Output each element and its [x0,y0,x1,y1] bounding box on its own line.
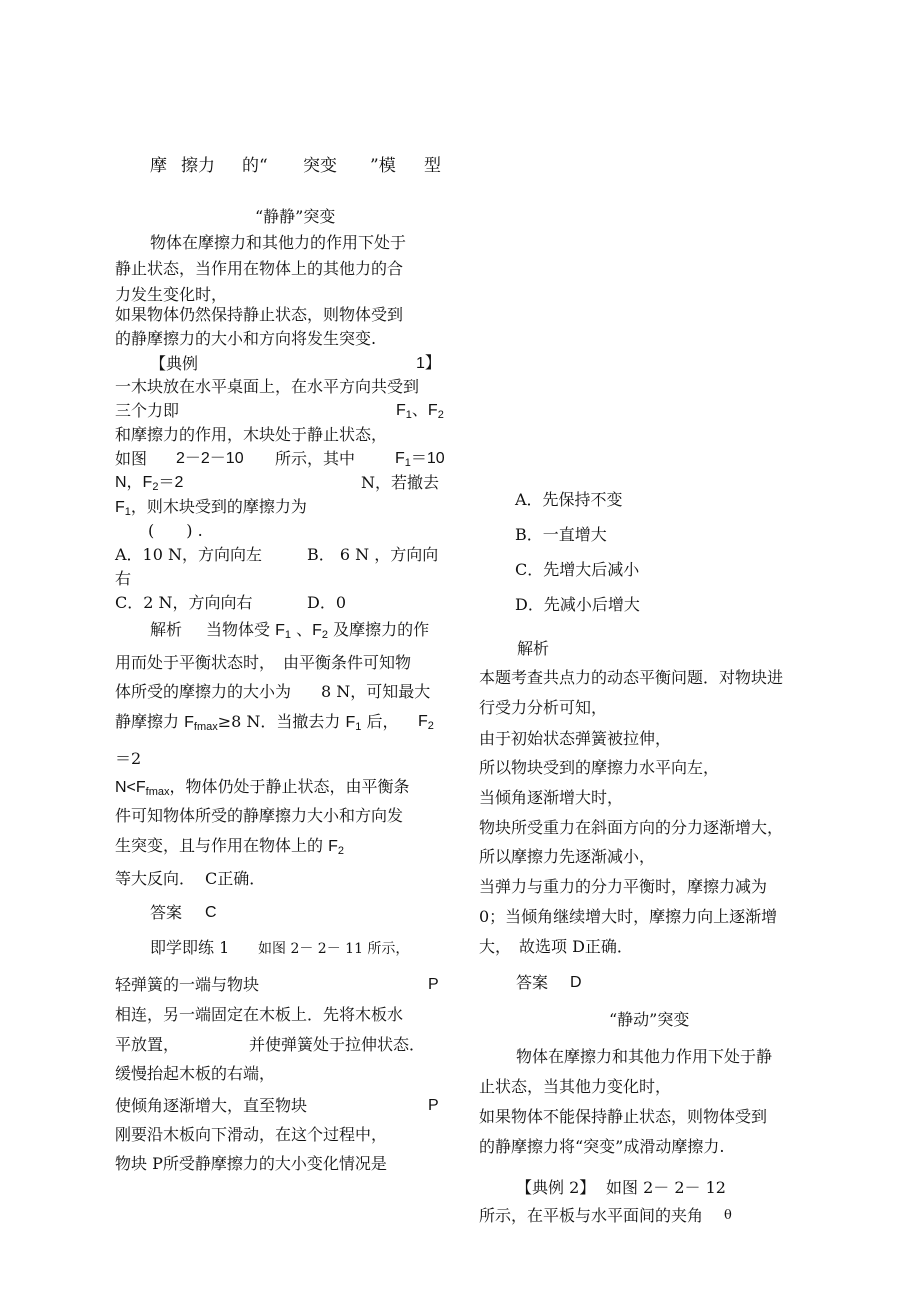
analysis2-line-6: 物块所受重力在斜面方向的分力逐渐增大， [479,818,784,837]
analysis2-line-3: 由于初始状态弹簧被拉伸， [479,729,672,748]
practice-option-c: C．先增大后减小 [515,560,640,579]
example2-line: 所示，在平板与水平面间的夹角 [479,1206,704,1225]
section-heading-static-static: “静静”突变 [255,207,336,226]
practice-option-a: A．先保持不变 [515,490,623,509]
practice1-p2: P [428,1097,439,1114]
intro2-line-4: 的静摩擦力将“突变”成滑动摩擦力. [479,1137,725,1156]
analysis1-line-6: $N<F_{fmax}$，物体仍处于静止状态，由平衡条 [115,777,410,798]
analysis1-line-4: 静摩擦力 $F_{fmax}\ge 8$ N．当撤去力 $F_1$ 后， [115,712,399,733]
option-b: B． 6 N ，方向向 [307,545,439,564]
analysis2-label: 解析 [517,639,550,658]
practice-option-d: D．先减小后增大 [515,595,640,614]
answer1-label: 答案 [150,903,183,922]
option-d: D．0 [307,593,347,612]
analysis2-line-5: 当倾角逐渐增大时， [479,788,624,807]
intro-line-3: 力发生变化时， [115,285,228,304]
intro2-line-1: 物体在摩擦力和其他力作用下处于静 [516,1047,773,1066]
title-part-2: 擦力 [181,156,215,176]
analysis1-f2: $F_2$ [418,713,434,732]
analysis2-line-2: 行受力分析可知， [479,698,608,717]
analysis1-line-5: ＝2 [115,749,142,768]
option-b-cont: 右 [115,569,132,588]
title-part-5: ”模 [370,156,396,176]
example1-number: 1】 [416,355,441,372]
practice1-line-2: 相连，另一端固定在木板上．先将木板水 [115,1005,404,1024]
intro2-line-2: 止状态，当其他力变化时， [479,1077,672,1096]
practice1-line-7: 物块 P所受静摩擦力的大小变化情况是 [115,1154,387,1173]
answer2-label: 答案 [516,973,549,992]
example1-line-5c: N，若撤去 [361,473,440,492]
title-part-6: 型 [424,156,441,176]
analysis2-line-8: 当弹力与重力的分力平衡时，摩擦力减为 [479,877,768,896]
analysis1-line-9a: 等大反向． [115,869,196,888]
example1-answer-blank: ( ) . [148,521,203,540]
intro-line-4: 如果物体仍然保持静止状态，则物体受到 [115,305,404,324]
example1-line-2: 三个力即 [115,401,180,420]
analysis1-line-2: 用而处于平衡状态时， 由平衡条件可知物 [115,653,412,672]
title-part-1: 摩 [150,156,167,176]
intro-line-5: 的静摩擦力的大小和方向将发生突变. [115,329,377,348]
practice1-line-3a: 平放置， [115,1035,180,1054]
practice1-line-4: 缓慢抬起木板的右端， [115,1064,276,1083]
example1-line-4c: 所示，其中 [275,449,356,468]
example2-figure-ref: 如图 2－ 2－ 12 [606,1178,726,1197]
example1-line-4a: 如图 [115,449,148,468]
practice1-line-3b: 并使弹簧处于拉伸状态． [249,1035,426,1054]
section-heading-static-dynamic: “静动”突变 [609,1010,690,1029]
analysis1-line-7: 件可知物体所受的静摩擦力大小和方向发 [115,806,404,825]
analysis1-line-1: 当物体受 $F_1$ 、$F_2$ 及摩擦力的作 [206,620,430,641]
option-c: C．2 N，方向向右 [115,593,253,612]
option-a: A．10 N，方向向左 [115,545,263,564]
analysis1-line-8: 生突变，且与作用在物体上的 $F_2$ [115,836,345,857]
example2-theta: θ [724,1208,732,1223]
analysis1-line-3a: 体所受的摩擦力的大小为 [115,682,292,701]
practice1-line-1: 轻弹簧的一端与物块 [115,975,260,994]
practice1-line-6: 刚要沿木板向下滑动，在这个过程中， [115,1125,388,1144]
analysis2-line-7: 所以摩擦力先逐渐减小， [479,847,656,866]
analysis1-label: 解析 [150,620,183,639]
practice1-p1: P [428,976,439,993]
intro-line-1: 物体在摩擦力和其他力的作用下处于 [150,233,407,252]
title-part-3: 的“ [242,156,268,176]
analysis2-line-1: 本题考查共点力的动态平衡问题．对物块进 [479,668,784,687]
answer2-value: D [570,974,582,991]
example2-label: 【典例 2】 [516,1178,596,1197]
practice1-figure-ref: 如图 2－ 2－ 11 所示， [258,941,410,957]
answer1-value: C [205,904,217,921]
example1-f2-value: N，$F_2=2$ [115,474,184,493]
example1-line-3: 和摩擦力的作用，木块处于静止状态， [115,425,388,444]
example1-line-6: $F_1$，则木块受到的摩擦力为 [115,497,307,518]
analysis1-line-3b: 8 N，可知最大 [321,682,431,701]
example1-label: 【典例 [150,354,199,373]
practice-option-b: B．一直增大 [515,525,607,544]
example1-forces: $F_1$、$F_2$ [396,402,444,421]
practice1-line-5: 使倾角逐渐增大，直至物块 [115,1096,308,1115]
title-part-4: 突变 [303,156,337,176]
example1-f1-value: $F_1=10$ [395,450,445,469]
example1-line-1: 一木块放在水平桌面上，在水平方向共受到 [115,377,420,396]
example1-figure-ref: 2－2－10 [176,450,244,467]
analysis1-line-9b: C正确． [205,869,266,888]
analysis2-line-9: 0；当倾角继续增大时，摩擦力向上逐渐增 [479,907,778,926]
analysis2-line-10: 大， 故选项 D正确． [479,937,633,956]
practice1-label: 即学即练 1 [150,938,230,957]
intro-line-2: 静止状态，当作用在物体上的其他力的合 [115,259,404,278]
analysis2-line-4: 所以物块受到的摩擦力水平向左， [479,758,720,777]
intro2-line-3: 如果物体不能保持静止状态，则物体受到 [479,1107,768,1126]
